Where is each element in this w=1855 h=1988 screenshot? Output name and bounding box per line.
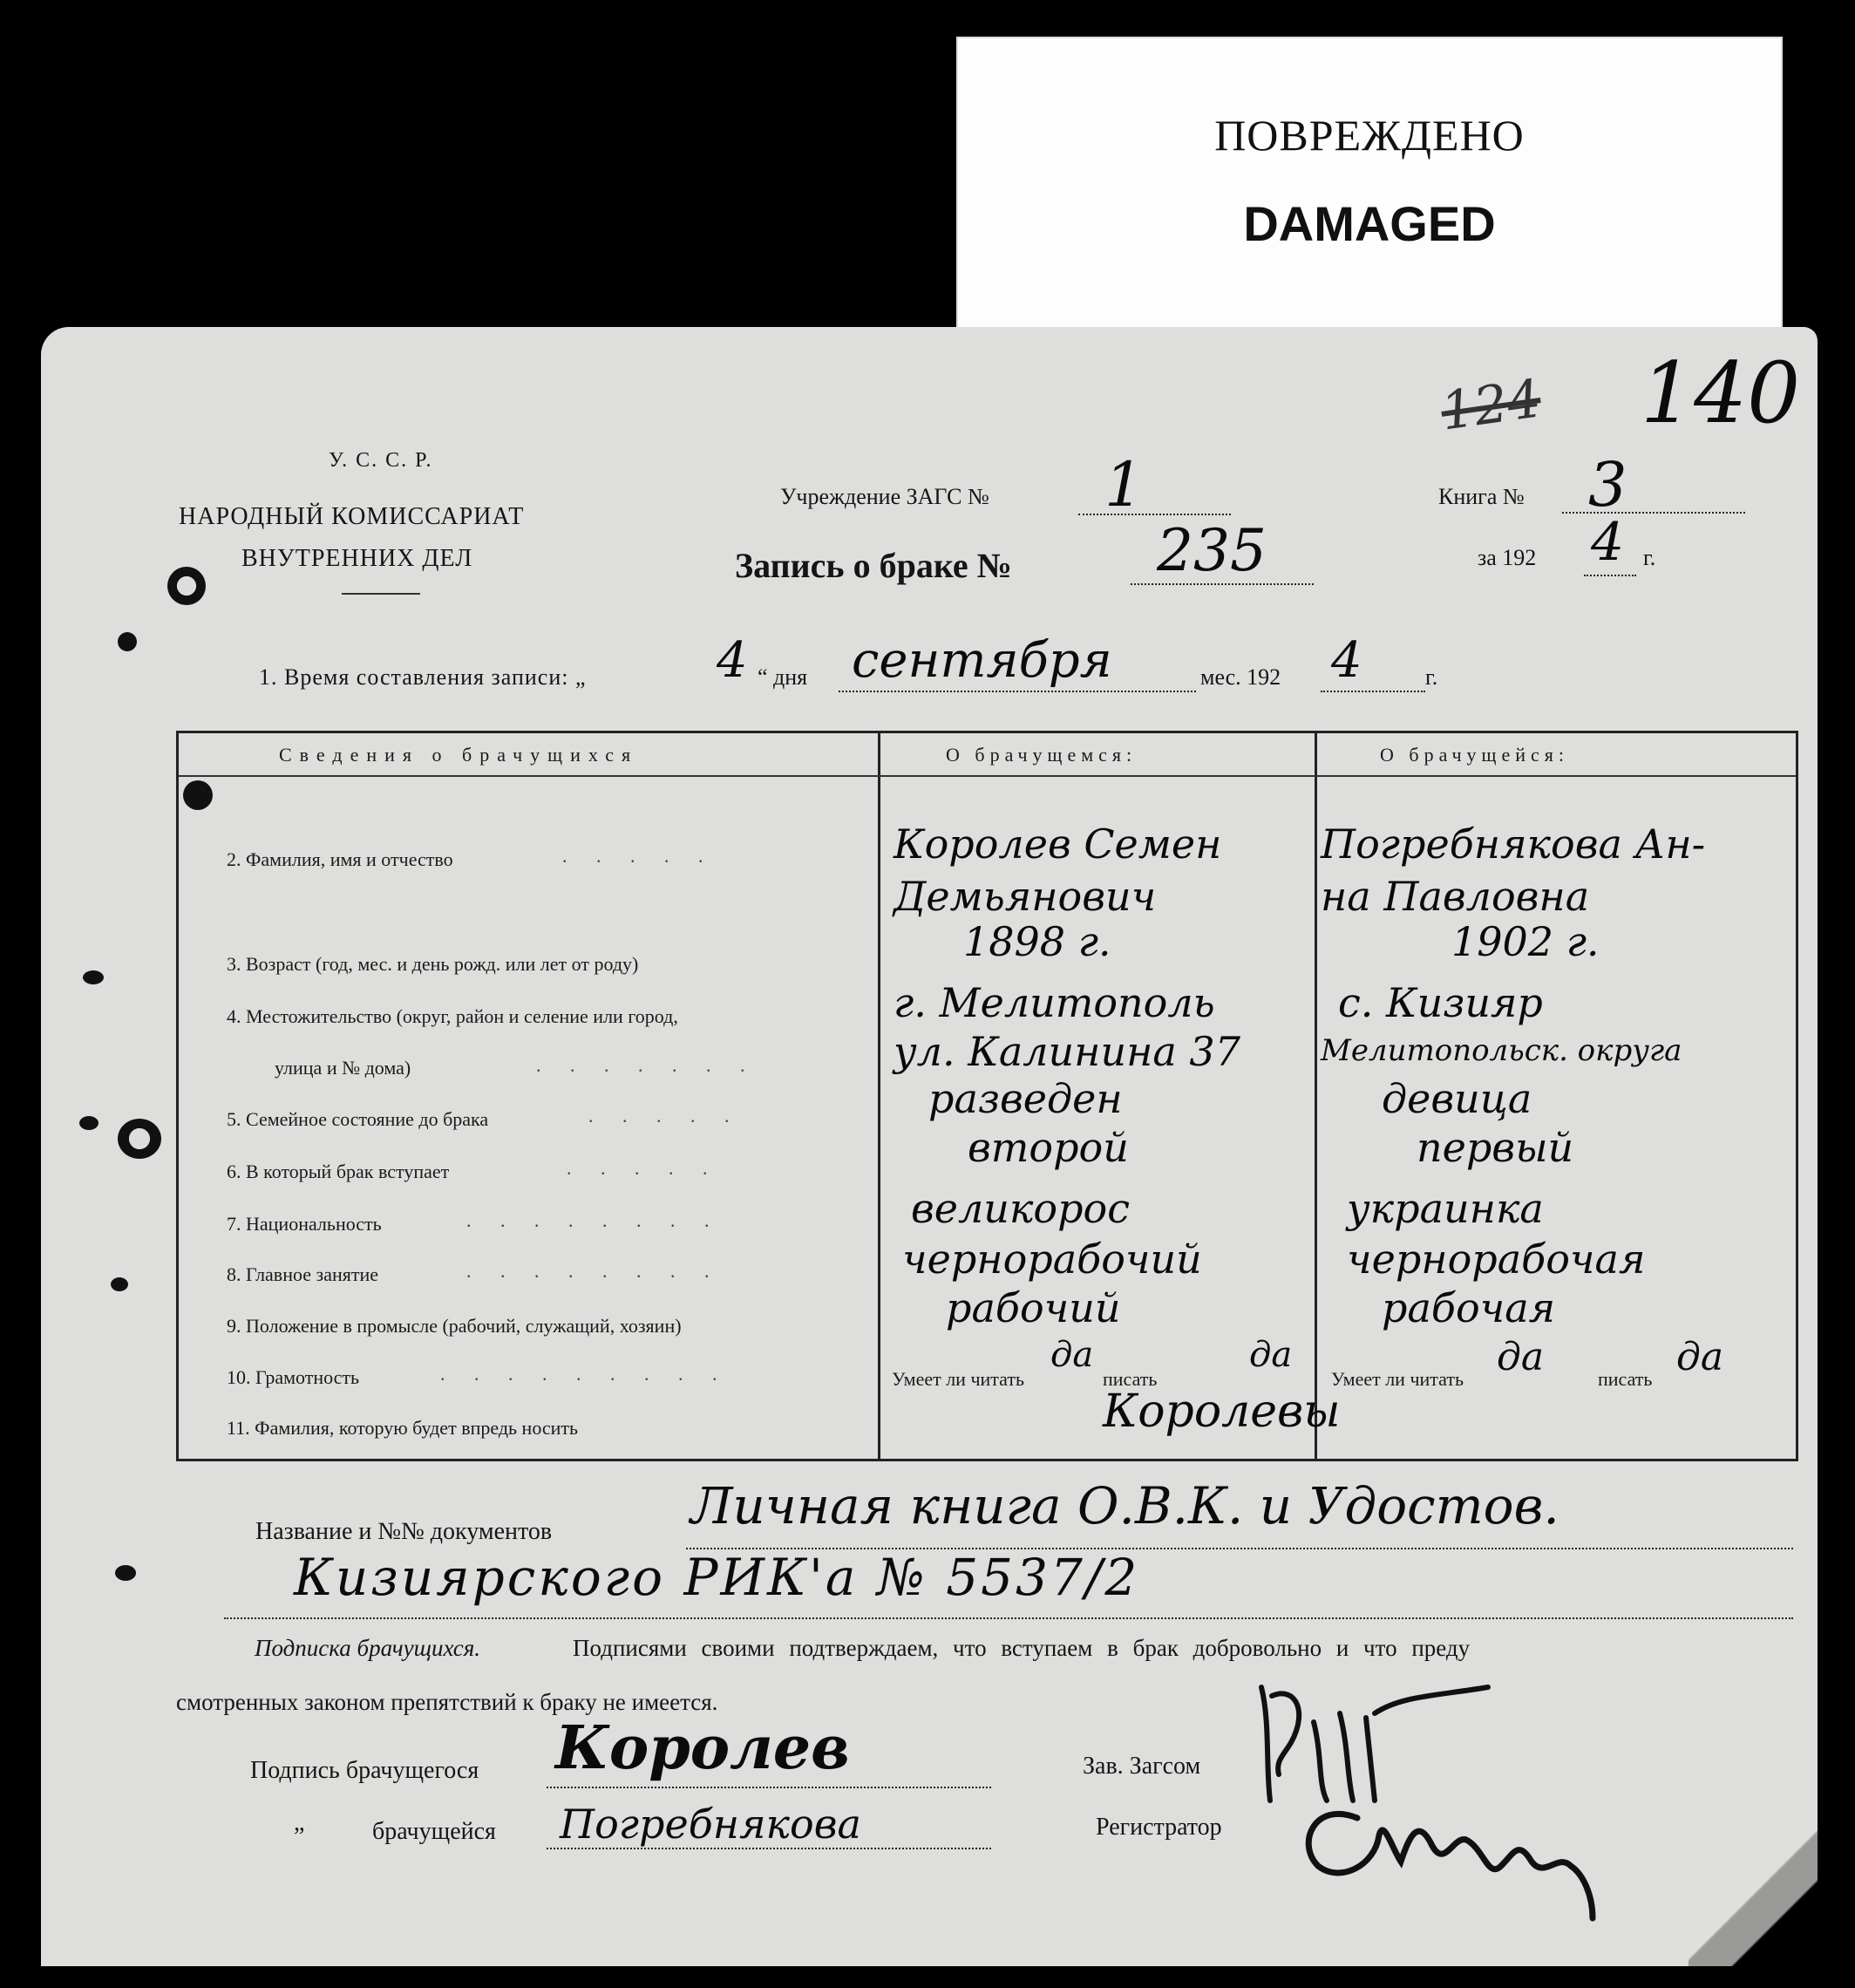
row-label-marital: 5. Семейное состояние до брака [227,1108,489,1130]
row-label-street: улица и № дома) [275,1057,411,1079]
declaration-title: Подписка брачущихся. [255,1635,481,1661]
archive-number-new: 140 [1641,344,1801,442]
row-label-occupation: 8. Главное занятие [227,1263,379,1285]
groom-write: да [1249,1335,1293,1375]
bride-residence: с. Кизияр [1338,979,1543,1026]
row-label-literacy: 10. Грамотность [227,1366,360,1388]
table-col-divider [1315,733,1317,1459]
groom-nationality: великорос [911,1185,1130,1232]
bride-occupation: чернорабочая [1347,1236,1646,1283]
time-day: 4 [717,632,748,689]
bride-age: 1902 г. [1451,918,1600,965]
groom-name-1: Королев Семен [894,820,1222,868]
header-republic: У. С. С. Р. [329,449,433,472]
declaration-text1: Подписями своими подтверждаем, что вступаем в брак добровольно и что преду [573,1635,1471,1661]
bride-marital: девица [1382,1075,1532,1122]
groom-age: 1898 г. [963,918,1111,965]
bride-signature-line [547,1846,991,1849]
punch-hole [118,632,137,651]
bride-read-label: Умеет ли читать [1331,1368,1464,1390]
documents-line2: Кизиярского РИК'а № 5537/2 [294,1548,1140,1607]
groom-read-label: Умеет ли читать [892,1368,1025,1390]
table-header-col1: Сведения о брачущихся [279,744,639,766]
bride-signature-prefix: „ [294,1809,305,1836]
damaged-stamp-ru: ПОВРЕЖДЕНО [1214,111,1525,160]
groom-read: да [1050,1335,1094,1375]
groom-marital: разведен [928,1075,1123,1122]
header-commissariat: НАРОДНЫЙ КОМИССАРИАТ [179,503,525,530]
record-label: Запись о браке № [735,546,1012,585]
book-year-value: 4 [1591,512,1625,573]
punch-hole [111,1277,128,1291]
time-label: 1. Время составления записи: „ [259,664,587,690]
time-day-suffix: “ дня [758,664,808,690]
groom-marriage-number: второй [968,1124,1129,1171]
bride-name-2: на Павловна [1321,873,1590,920]
marriage-table [176,731,1798,1461]
table-header-groom: О брачущемся: [946,744,1138,766]
bride-street: Мелитопольск. округа [1321,1033,1682,1068]
punch-hole [115,1565,136,1581]
groom-residence: г. Мелитополь [894,979,1215,1026]
table-col-divider [878,733,880,1459]
groom-occupation: чернорабочий [902,1236,1202,1283]
punch-hole [79,1116,99,1130]
folded-corner [1689,1809,1818,1966]
zags-label: Учреждение ЗАГС № [780,484,989,509]
book-value: 3 [1588,449,1627,521]
book-year-prefix: за 192 [1478,545,1537,570]
bride-position: рабочая [1382,1284,1556,1331]
head-label: Зав. Загсом [1083,1753,1201,1780]
header-internal-affairs: ВНУТРЕННИХ ДЕЛ [241,545,473,572]
documents-line1: Личная книга О.В.К. и Удостов. [690,1476,1559,1535]
groom-future-surname: Королевы [1103,1385,1341,1438]
row-leader-dots: . . . . . [588,1105,742,1127]
damaged-stamp-en: DAMAGED [1243,196,1496,251]
book-year-suffix: г. [1643,545,1656,570]
record-value: 235 [1157,517,1267,584]
row-label-age: 3. Возраст (год, мес. и день рожд. или лет от роду) [227,953,639,975]
groom-name-2: Демьянович [894,873,1157,920]
punch-hole [167,567,206,605]
zags-value: 1 [1104,449,1144,521]
groom-signature-line [547,1785,991,1788]
table-header-bride: О брачущейся: [1380,744,1570,766]
row-leader-dots: . . . . . . . . [466,1209,722,1231]
time-month: сентября [852,632,1112,689]
punch-hole [118,1119,161,1159]
bride-nationality: украинка [1347,1185,1544,1232]
row-label-name: 2. Фамилия, имя и отчество [227,848,453,870]
groom-signature: Королев [555,1713,850,1783]
book-year-line [1584,573,1636,576]
groom-write-label: писать [1103,1368,1158,1390]
groom-street: ул. Калинина 37 [894,1028,1240,1075]
time-year-line [1321,689,1425,692]
row-leader-dots: . . . . . . . . . [440,1363,730,1385]
row-label-position: 9. Положение в промысле (рабочий, служащий, хозяин) [227,1315,682,1337]
bride-write: да [1676,1335,1724,1379]
row-leader-dots: . . . . . [562,845,716,867]
bride-name-1: Погребнякова Ан- [1321,820,1706,868]
row-leader-dots: . . . . . . . . [466,1260,722,1282]
punch-hole [83,970,104,984]
row-label-marriage-number: 6. В который брак вступает [227,1161,450,1182]
registrar-label: Регистратор [1096,1814,1222,1841]
book-label: Книга № [1438,484,1525,509]
time-g: г. [1425,664,1438,690]
archive-number-old: 124 [1437,368,1545,443]
row-label-residence: 4. Местожительство (округ, район и селение или город, [227,1005,678,1027]
documents-label: Название и №№ документов [255,1518,553,1545]
document-sheet [41,327,1818,1966]
bride-signature-label: брачущейся [372,1818,496,1845]
bride-write-label: писать [1598,1368,1653,1390]
row-leader-dots: . . . . . [567,1157,720,1179]
bride-marriage-number: первый [1417,1124,1574,1171]
documents-underline2 [224,1616,1793,1619]
header-divider [342,593,420,595]
damaged-stamp [956,37,1783,368]
declaration-text2: смотренных законом препятствий к браку не имеется. [176,1689,718,1715]
zags-value-line [1078,512,1231,515]
registrar-signature-drawing [1279,1766,1680,1940]
row-label-surname: 11. Фамилия, которую будет впредь носить [227,1417,579,1439]
bride-signature: Погребнякова [560,1801,861,1848]
table-header-divider [179,775,1796,777]
row-label-nationality: 7. Национальность [227,1213,382,1235]
groom-signature-label: Подпись брачущегося [250,1757,479,1784]
time-month-line [839,689,1196,692]
row-leader-dots: . . . . . . . [536,1054,758,1076]
time-year: 4 [1331,632,1362,689]
groom-position: рабочий [946,1284,1121,1331]
bride-read: да [1497,1335,1545,1379]
time-mes: мес. 192 [1200,664,1281,690]
